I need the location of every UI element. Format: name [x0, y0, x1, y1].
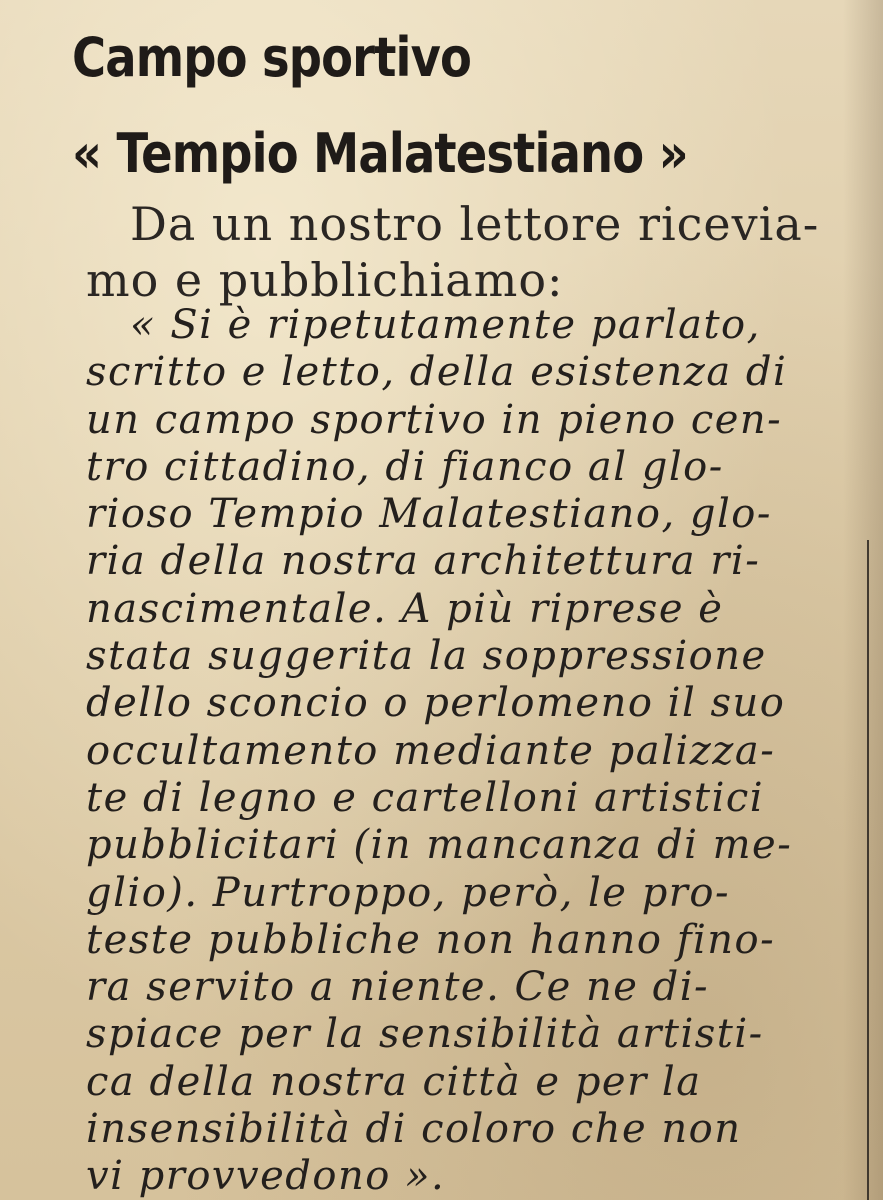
- column-rule: [867, 540, 869, 1200]
- letter-line: « Si è ripetutamente parlato,: [130, 302, 761, 348]
- letter-line: scritto e letto, della esistenza di: [86, 349, 788, 396]
- letter-line: dello sconcio o perlomeno il suo: [86, 680, 786, 727]
- letter-line: ria della nostra architettura ri-: [86, 538, 761, 585]
- letter-line: rioso Tempio Malatestiano, glo-: [86, 491, 772, 538]
- letter-line: glio). Purtroppo, però, le pro-: [86, 869, 731, 916]
- letter-line: pubblicitari (in mancanza di me-: [86, 822, 793, 869]
- letter-line: ca della nostra città e per la: [86, 1058, 702, 1105]
- letter-line: te di legno e cartelloni artistici: [86, 774, 765, 821]
- letter-line: insensibilità di coloro che non: [86, 1106, 742, 1153]
- letter-line: teste pubbliche non hanno fino-: [86, 916, 776, 963]
- reader-letter: [86, 302, 792, 1200]
- letter-line: spiace per la sensibilità artisti-: [86, 1011, 764, 1058]
- page-fold-shadow: [843, 0, 883, 1200]
- letter-line: un campo sportivo in pieno cen-: [86, 396, 783, 443]
- letter-line: nascimentale. A più riprese è: [86, 585, 724, 632]
- letter-line: vi provvedono ».: [86, 1153, 446, 1200]
- letter-line: tro cittadino, di fianco al glo-: [86, 443, 724, 490]
- article-headline: [72, 10, 688, 202]
- article-lead: [86, 196, 883, 308]
- lead-line: Da un nostro lettore ricevia-: [130, 197, 820, 251]
- lead-line: mo e pubblichiamo:: [86, 253, 564, 307]
- headline-line-1: Campo sportivo: [72, 26, 472, 89]
- letter-line: ra servito a niente. Ce ne di-: [86, 964, 710, 1011]
- letter-line: stata suggerita la soppressione: [86, 633, 767, 680]
- letter-line: occultamento mediante palizza-: [86, 727, 776, 774]
- headline-line-2: « Tempio Malatestiano »: [72, 122, 688, 185]
